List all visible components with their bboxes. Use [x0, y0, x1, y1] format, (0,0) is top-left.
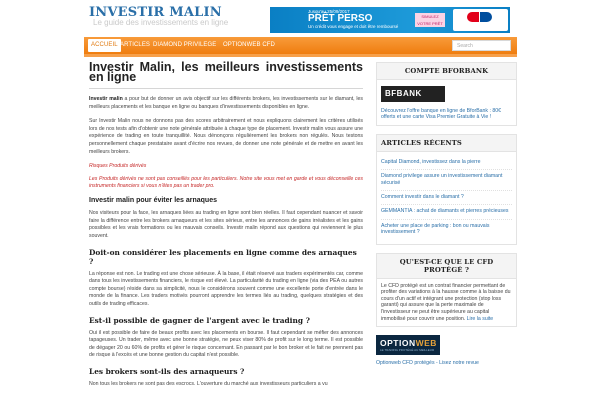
- bforbank-logo-text: BFBANK: [385, 89, 422, 98]
- cfd-description: Le CFD protégé est un contrat financier permettant de profiter des variations à la hausse comme à la baisse du cours d'un actif et intégrant une protection (stop loss garanti) qui assure que la perte maximale de l'investisseur ne peut être supérieure au capital immobilisé pour couvrir une position.: [381, 282, 511, 322]
- main-nav: [84, 37, 517, 57]
- paragraph-brokers: Non tous les brokers ne sont pas des escrocs. L'ouverture du marché aux investisseurs particuliers a vu: [89, 380, 328, 387]
- site-header: [0, 0, 600, 36]
- bforbank-offer-link[interactable]: Découvrez l'offre banque en ligne de BforBank : 80€ offerts et une carte Visa Premier Gratuite à Vie !: [381, 108, 501, 121]
- banner-simulate-button[interactable]: SIMULEZ VOTRE PRÊT: [415, 13, 445, 27]
- optionweb-logo-highlight: WEB: [415, 338, 437, 349]
- article-link[interactable]: Capital Diamond, investissez dans la pierre: [381, 156, 512, 170]
- paragraph-gagner: Oui il est possible de faire de beaux profits avec les placements en bourse. Il faut cependant se méfier des annonces tapageuses. Un trader, même avec une bonne stratégie, ne peux viser 80% de profit sur le long terme. Il est possible de dégager 20 ou 60% de profits et gérer le risque concernant. En passant par le bon broker et le fait ne prennent pas de risque à l'excès et une bonne gestion du capital n'est possible.: [89, 329, 363, 359]
- site-title[interactable]: INVESTIR MALIN: [89, 5, 222, 20]
- banner-headline: PRÊT PERSO: [308, 13, 373, 24]
- page-title: Investir Malin, les meilleurs investissements en ligne: [89, 60, 363, 84]
- intro-text: a pour but de donner un avis objectif sur les différents brokers, les investissements sur le diamant, les meilleurs placements et les banque en ligne ou banques d'investissements disponibles en ligne.: [89, 96, 363, 110]
- paragraph-considerer: La réponse est non. Le trading est une chose sérieuse. À la base, il était réservé aux traders expérimentés car, comme dans tous les investissements financiers, le risque est élevé. La particularité du trading en ligne (via des PEA ou autres compte bourse) réside dans sa simplicité, nous le considérons souvent comme une excellente porte d'entrée dans le monde de la finance. Les traders motivés pourront apprendre les termes liés au trading, quelques stratégies et des outils de trading efficaces.: [89, 270, 363, 307]
- nav-item-diamond-privilege[interactable]: DIAMOND PRIVILEGE: [153, 42, 217, 48]
- widget-title-bforbank: COMPTE BFORBANK: [377, 63, 516, 80]
- site-tagline: Le guide des investissements en ligne: [93, 18, 229, 27]
- banner-text: [308, 9, 398, 29]
- nav-item-articles[interactable]: ARTICLES: [120, 42, 151, 48]
- optionweb-logo-icon[interactable]: [376, 335, 440, 355]
- article-link[interactable]: GEMMANTIA : achat de diamants et pierres précieuses: [381, 205, 512, 219]
- widget-title-articles: ARTICLES RÉCENTS: [377, 135, 516, 152]
- article-link[interactable]: Diamond privilege assure un investissement diamant sécurisé: [381, 170, 512, 191]
- widget-title-cfd: QU'EST-CE QUE LE CFD PROTÉGÉ ?: [377, 254, 516, 279]
- heading-arnaques: Investir malin pour éviter les arnaques: [89, 197, 217, 205]
- ad-banner[interactable]: [270, 7, 510, 33]
- title-divider: [89, 88, 363, 89]
- carrefour-logo-icon: [453, 9, 508, 31]
- heading-gagner: Est-il possible de gagner de l'argent avec le trading ?: [89, 315, 310, 325]
- widget-cfd: [376, 253, 517, 328]
- risk-heading: Risques Produits dérivés: [89, 163, 147, 170]
- optionweb-review-link[interactable]: Optionweb CFD protégés - Lisez notre revue: [376, 360, 479, 367]
- read-more-link[interactable]: Lire la suite: [466, 315, 494, 322]
- optionweb-logo-main: OPTION: [380, 338, 416, 349]
- articles-list: [377, 152, 516, 244]
- paragraph-arnaques: Nos visiteurs pour la face, les arnaques liées au trading en ligne sont bien réelles. Il faut cependant nuancer et savoir faire la différence entre les brokers arnaqueurs et les sites sérieux, entre les annonces de gains irréalistes et les gains possibles et les vrais formations ou les mauvais conseils. Investir malin répond aux questions qui reviennent le plus souvent.: [89, 210, 363, 239]
- optionweb-logo-sub: LE TRADING PROTÉGÉ AU MEILLEUR: [380, 348, 435, 353]
- widget-optionweb: [376, 335, 517, 366]
- widget-articles: [376, 134, 517, 245]
- sidebar: [376, 62, 517, 374]
- paragraph-method: Sur Investir Malin nous ne donnons pas des scores arbitrairement et nous expliquons clairement les critères utilisés lors de nos tests afin d'obtenir une note générale attribuée à chaque type de placement. Investir malin vous assure une expérience de trading en toute tranquillité. Nous dénonçons régulièrement les brokers non régulés. Nous testons personnellement chaque prestataire avant d'écrire nos revues, de donner une note générale et de mettre en avant les meilleurs brokers.: [89, 118, 363, 155]
- intro-strong: Investir malin: [89, 96, 123, 102]
- widget-bforbank: [376, 62, 517, 126]
- search-input[interactable]: Search: [452, 40, 511, 51]
- heading-considerer: Doit-on considérer les placements en ligne comme des arnaques ?: [89, 247, 357, 266]
- main-content: [89, 62, 363, 395]
- banner-disclaimer: Un crédit vous engage et doit être remboursé: [308, 24, 399, 29]
- banner-date: Jusqu'au 25/09/2017: [308, 9, 350, 14]
- risk-warning: Les Produits dérivés ne sont pas conseillés pour les particuliers. Notre site vous met en garde et vous déconseille ces instruments financiers si vous n'êtes pas un trader pro.: [89, 176, 363, 190]
- heading-brokers: Les brokers sont-ils des arnaqueurs ?: [89, 366, 245, 376]
- intro-paragraph: [89, 96, 363, 111]
- nav-item-accueil[interactable]: ACCUEIL: [88, 39, 121, 52]
- nav-item-optionweb-cfd[interactable]: OPTIONWEB CFD: [223, 42, 275, 48]
- article-link[interactable]: Comment investir dans le diamant ?: [381, 191, 512, 205]
- bforbank-logo-icon[interactable]: [381, 86, 445, 102]
- article-link[interactable]: Acheter une place de parking : bon ou mauvais investissement ?: [381, 222, 490, 236]
